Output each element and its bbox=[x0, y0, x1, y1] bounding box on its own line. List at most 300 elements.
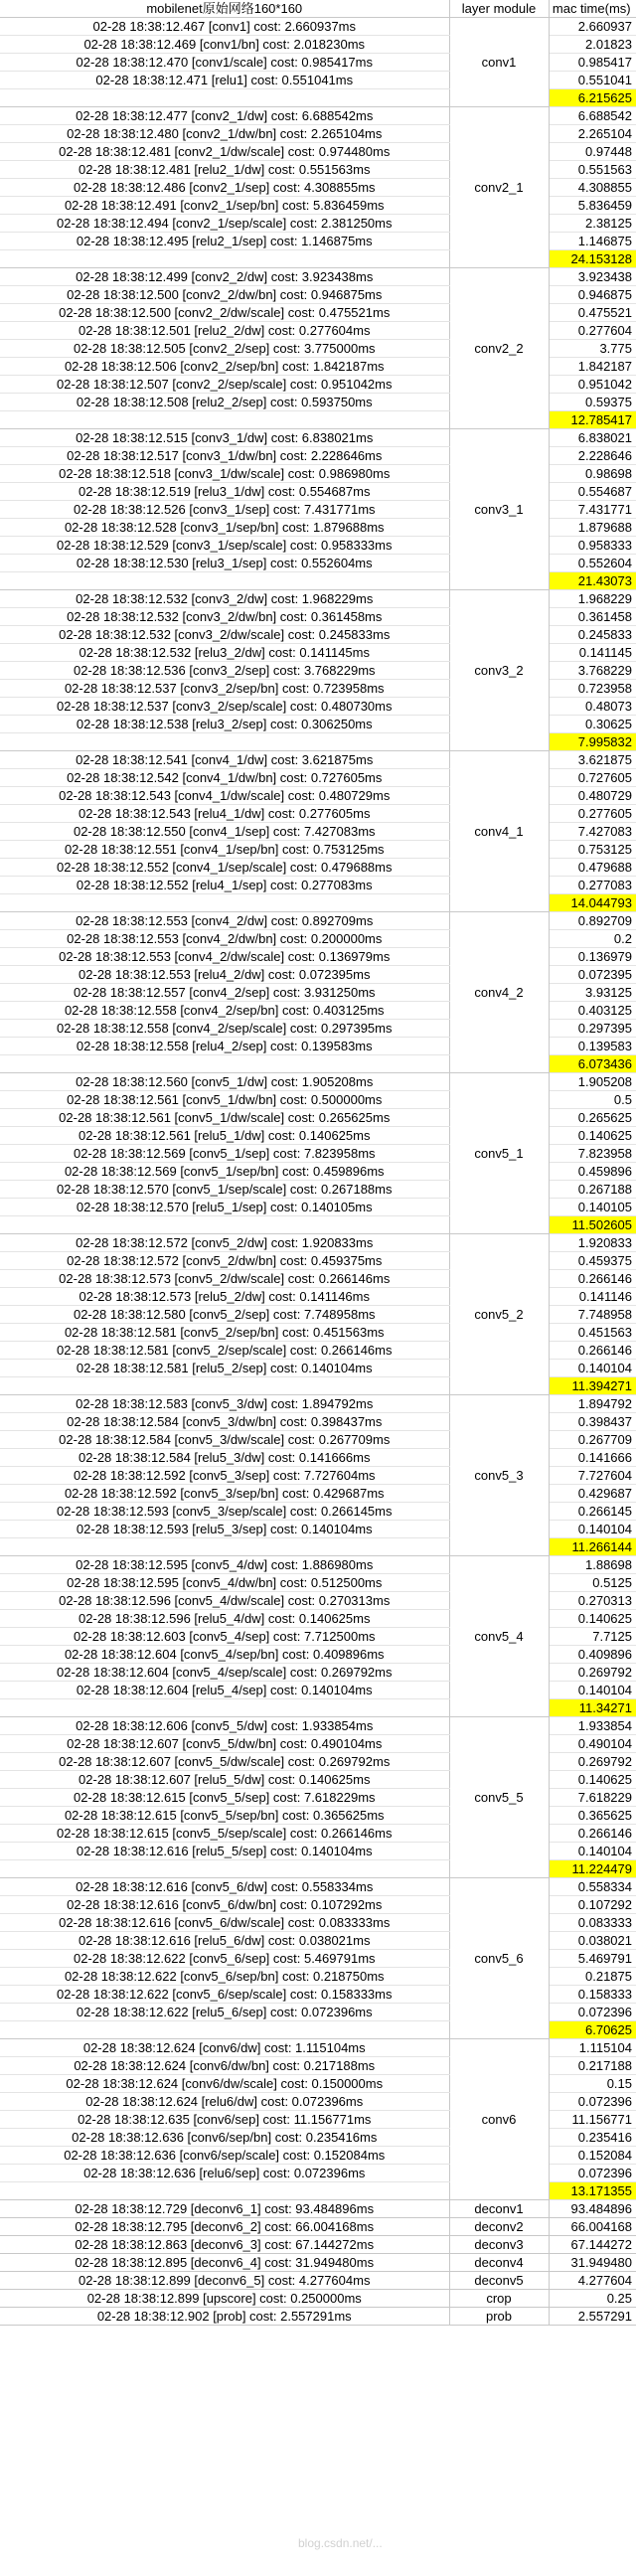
mac-time-cell[interactable]: 1.905208 bbox=[549, 1073, 636, 1091]
log-cell[interactable]: 02-28 18:38:12.899 [upscore] cost: 0.250000ms bbox=[0, 2290, 449, 2308]
mac-time-cell[interactable]: 0.490104 bbox=[549, 1735, 636, 1753]
mac-time-cell[interactable]: 0.072395 bbox=[549, 966, 636, 984]
log-cell[interactable]: 02-28 18:38:12.553 [conv4_2/dw] cost: 0.892709ms bbox=[0, 912, 449, 930]
empty-cell[interactable] bbox=[0, 1216, 449, 1234]
table-row bbox=[0, 2272, 636, 2290]
log-cell[interactable]: 02-28 18:38:12.569 [conv5_1/sep/bn] cost: 0.459896ms bbox=[0, 1163, 449, 1181]
table-row bbox=[0, 2218, 636, 2236]
mac-time-cell[interactable]: 0.5125 bbox=[549, 1574, 636, 1592]
mac-time-cell[interactable]: 0.267188 bbox=[549, 1181, 636, 1199]
mac-time-cell[interactable]: 1.894792 bbox=[549, 1395, 636, 1413]
mac-time-cell[interactable]: 0.140104 bbox=[549, 1360, 636, 1377]
mac-time-cell[interactable]: 0.59375 bbox=[549, 394, 636, 411]
log-cell[interactable]: 02-28 18:38:12.505 [conv2_2/sep] cost: 3.775000ms bbox=[0, 340, 449, 358]
log-cell[interactable]: 02-28 18:38:12.899 [deconv6_5] cost: 4.277604ms bbox=[0, 2272, 449, 2290]
log-cell[interactable]: 02-28 18:38:12.570 [relu5_1/sep] cost: 0.140105ms bbox=[0, 1199, 449, 1216]
log-cell[interactable]: 02-28 18:38:12.543 [relu4_1/dw] cost: 0.277605ms bbox=[0, 805, 449, 823]
table-row bbox=[0, 2039, 636, 2057]
log-cell[interactable]: 02-28 18:38:12.616 [conv5_6/dw] cost: 0.558334ms bbox=[0, 1878, 449, 1896]
mac-time-cell[interactable]: 0.30625 bbox=[549, 716, 636, 733]
log-cell[interactable]: 02-28 18:38:12.561 [conv5_1/dw/scale] cost: 0.265625ms bbox=[0, 1109, 449, 1127]
log-cell[interactable]: 02-28 18:38:12.528 [conv3_1/sep/bn] cost: 1.879688ms bbox=[0, 519, 449, 537]
mac-time-cell[interactable]: 0.141146 bbox=[549, 1288, 636, 1306]
table-row bbox=[0, 429, 636, 447]
log-cell[interactable]: 02-28 18:38:12.552 [conv4_1/sep/scale] cost: 0.479688ms bbox=[0, 859, 449, 877]
log-cell[interactable]: 02-28 18:38:12.570 [conv5_1/sep/scale] cost: 0.267188ms bbox=[0, 1181, 449, 1199]
mac-time-cell[interactable]: 0.269792 bbox=[549, 1753, 636, 1771]
log-cell[interactable]: 02-28 18:38:12.616 [conv5_6/dw/bn] cost: 0.107292ms bbox=[0, 1896, 449, 1914]
log-cell[interactable]: 02-28 18:38:12.616 [relu5_5/sep] cost: 0.140104ms bbox=[0, 1843, 449, 1860]
log-cell[interactable]: 02-28 18:38:12.537 [conv3_2/sep/bn] cost: 0.723958ms bbox=[0, 680, 449, 698]
mac-time-cell[interactable]: 31.949480 bbox=[549, 2254, 636, 2272]
layer-module-cell[interactable]: conv3_2 bbox=[449, 590, 549, 751]
log-cell[interactable]: 02-28 18:38:12.558 [conv4_2/sep/bn] cost: 0.403125ms bbox=[0, 1002, 449, 1020]
layer-module-cell[interactable]: deconv1 bbox=[449, 2200, 549, 2218]
log-cell[interactable]: 02-28 18:38:12.596 [conv5_4/dw/scale] cost: 0.270313ms bbox=[0, 1592, 449, 1610]
mac-time-cell[interactable]: 0.5 bbox=[549, 1091, 636, 1109]
empty-cell[interactable] bbox=[0, 1860, 449, 1878]
mac-time-cell[interactable]: 0.459896 bbox=[549, 1163, 636, 1181]
mac-time-cell[interactable]: 0.140625 bbox=[549, 1771, 636, 1789]
mac-time-cell[interactable]: 1.933854 bbox=[549, 1717, 636, 1735]
log-cell[interactable]: 02-28 18:38:12.622 [relu5_6/sep] cost: 0.072396ms bbox=[0, 2004, 449, 2021]
log-cell[interactable]: 02-28 18:38:12.615 [conv5_5/sep/scale] cost: 0.266146ms bbox=[0, 1825, 449, 1843]
table-row bbox=[0, 2236, 636, 2254]
mac-time-cell[interactable]: 2.01823 bbox=[549, 36, 636, 54]
mac-time-cell[interactable]: 0.083333 bbox=[549, 1914, 636, 1932]
log-cell[interactable]: 02-28 18:38:12.604 [conv5_4/sep/bn] cost: 0.409896ms bbox=[0, 1646, 449, 1664]
watermark: blog.csdn.net/... bbox=[298, 2536, 383, 2550]
log-cell[interactable]: 02-28 18:38:12.480 [conv2_1/dw/bn] cost: 2.265104ms bbox=[0, 125, 449, 143]
mac-time-cell[interactable]: 0.558334 bbox=[549, 1878, 636, 1896]
table-row bbox=[0, 18, 636, 36]
group-total-cell[interactable]: 21.43073 bbox=[549, 572, 636, 590]
log-cell[interactable]: 02-28 18:38:12.624 [conv6/dw] cost: 1.115104ms bbox=[0, 2039, 449, 2057]
log-cell[interactable]: 02-28 18:38:12.467 [conv1] cost: 2.660937ms bbox=[0, 18, 449, 36]
mac-time-cell[interactable]: 0.277604 bbox=[549, 322, 636, 340]
mac-time-cell[interactable]: 7.427083 bbox=[549, 823, 636, 841]
log-cell[interactable]: 02-28 18:38:12.518 [conv3_1/dw/scale] cost: 0.986980ms bbox=[0, 465, 449, 483]
mac-time-cell[interactable]: 0.15 bbox=[549, 2075, 636, 2093]
header-row bbox=[0, 0, 636, 18]
group-total-cell[interactable]: 11.224479 bbox=[549, 1860, 636, 1878]
mac-time-cell[interactable]: 0.270313 bbox=[549, 1592, 636, 1610]
mac-time-cell[interactable]: 0.892709 bbox=[549, 912, 636, 930]
group-total-cell[interactable]: 12.785417 bbox=[549, 411, 636, 429]
mac-time-cell[interactable]: 1.968229 bbox=[549, 590, 636, 608]
empty-cell[interactable] bbox=[0, 2182, 449, 2200]
mac-time-cell[interactable]: 2.660937 bbox=[549, 18, 636, 36]
mac-time-cell[interactable]: 2.228646 bbox=[549, 447, 636, 465]
layer-module-cell[interactable]: crop bbox=[449, 2290, 549, 2308]
log-cell[interactable]: 02-28 18:38:12.494 [conv2_1/sep/scale] cost: 2.381250ms bbox=[0, 215, 449, 233]
log-cell[interactable]: 02-28 18:38:12.500 [conv2_2/dw/bn] cost: 0.946875ms bbox=[0, 286, 449, 304]
log-cell[interactable]: 02-28 18:38:12.584 [conv5_3/dw/bn] cost: 0.398437ms bbox=[0, 1413, 449, 1431]
table-row bbox=[0, 2290, 636, 2308]
log-cell[interactable]: 02-28 18:38:12.519 [relu3_1/dw] cost: 0.554687ms bbox=[0, 483, 449, 501]
log-cell[interactable]: 02-28 18:38:12.561 [relu5_1/dw] cost: 0.140625ms bbox=[0, 1127, 449, 1145]
mac-time-cell[interactable]: 0.985417 bbox=[549, 54, 636, 72]
log-cell[interactable]: 02-28 18:38:12.624 [conv6/dw/bn] cost: 0.217188ms bbox=[0, 2057, 449, 2075]
group-total-cell[interactable]: 13.171355 bbox=[549, 2182, 636, 2200]
mac-time-cell[interactable]: 0.479688 bbox=[549, 859, 636, 877]
log-cell[interactable]: 02-28 18:38:12.863 [deconv6_3] cost: 67.144272ms bbox=[0, 2236, 449, 2254]
log-cell[interactable]: 02-28 18:38:12.795 [deconv6_2] cost: 66.004168ms bbox=[0, 2218, 449, 2236]
mac-time-cell[interactable]: 7.431771 bbox=[549, 501, 636, 519]
table-row bbox=[0, 2254, 636, 2272]
log-cell[interactable]: 02-28 18:38:12.538 [relu3_2/sep] cost: 0.306250ms bbox=[0, 716, 449, 733]
log-cell[interactable]: 02-28 18:38:12.529 [conv3_1/sep/scale] cost: 0.958333ms bbox=[0, 537, 449, 555]
layer-module-cell[interactable]: conv5_5 bbox=[449, 1717, 549, 1878]
log-cell[interactable]: 02-28 18:38:12.581 [relu5_2/sep] cost: 0.140104ms bbox=[0, 1360, 449, 1377]
log-cell[interactable]: 02-28 18:38:12.508 [relu2_2/sep] cost: 0.593750ms bbox=[0, 394, 449, 411]
mac-time-cell[interactable]: 3.923438 bbox=[549, 268, 636, 286]
mac-time-cell[interactable]: 0.25 bbox=[549, 2290, 636, 2308]
log-cell[interactable]: 02-28 18:38:12.583 [conv5_3/dw] cost: 1.894792ms bbox=[0, 1395, 449, 1413]
mac-time-cell[interactable]: 0.361458 bbox=[549, 608, 636, 626]
layer-module-cell[interactable]: conv2_2 bbox=[449, 268, 549, 429]
mac-time-cell[interactable]: 3.93125 bbox=[549, 984, 636, 1002]
mac-time-cell[interactable]: 4.277604 bbox=[549, 2272, 636, 2290]
mac-time-cell[interactable]: 6.688542 bbox=[549, 107, 636, 125]
log-cell[interactable]: 02-28 18:38:12.592 [conv5_3/sep] cost: 7.727604ms bbox=[0, 1467, 449, 1485]
layer-module-cell[interactable]: conv5_1 bbox=[449, 1073, 549, 1234]
mac-time-cell[interactable]: 0.552604 bbox=[549, 555, 636, 572]
log-cell[interactable]: 02-28 18:38:12.470 [conv1/scale] cost: 0.985417ms bbox=[0, 54, 449, 72]
mac-time-cell[interactable]: 0.480729 bbox=[549, 787, 636, 805]
mac-time-cell[interactable]: 66.004168 bbox=[549, 2218, 636, 2236]
mac-time-cell[interactable]: 3.775 bbox=[549, 340, 636, 358]
mac-time-cell[interactable]: 7.823958 bbox=[549, 1145, 636, 1163]
log-cell[interactable]: 02-28 18:38:12.532 [conv3_2/dw] cost: 1.968229ms bbox=[0, 590, 449, 608]
mac-time-cell[interactable]: 0.140105 bbox=[549, 1199, 636, 1216]
mac-time-cell[interactable]: 0.072396 bbox=[549, 2165, 636, 2182]
log-cell[interactable]: 02-28 18:38:12.491 [conv2_1/sep/bn] cost: 5.836459ms bbox=[0, 197, 449, 215]
log-cell[interactable]: 02-28 18:38:12.537 [conv3_2/sep/scale] cost: 0.480730ms bbox=[0, 698, 449, 716]
log-cell[interactable]: 02-28 18:38:12.615 [conv5_5/sep] cost: 7.618229ms bbox=[0, 1789, 449, 1807]
log-cell[interactable]: 02-28 18:38:12.615 [conv5_5/sep/bn] cost: 0.365625ms bbox=[0, 1807, 449, 1825]
mac-time-cell[interactable]: 0.398437 bbox=[549, 1413, 636, 1431]
log-cell[interactable]: 02-28 18:38:12.607 [conv5_5/dw/bn] cost: 0.490104ms bbox=[0, 1735, 449, 1753]
log-cell[interactable]: 02-28 18:38:12.469 [conv1/bn] cost: 2.018230ms bbox=[0, 36, 449, 54]
log-cell[interactable]: 02-28 18:38:12.616 [relu5_6/dw] cost: 0.038021ms bbox=[0, 1932, 449, 1950]
log-cell[interactable]: 02-28 18:38:12.636 [conv6/sep/bn] cost: 0.235416ms bbox=[0, 2129, 449, 2147]
log-cell[interactable]: 02-28 18:38:12.593 [relu5_3/sep] cost: 0.140104ms bbox=[0, 1521, 449, 1538]
log-cell[interactable]: 02-28 18:38:12.557 [conv4_2/sep] cost: 3.931250ms bbox=[0, 984, 449, 1002]
layer-module-cell[interactable]: conv5_4 bbox=[449, 1556, 549, 1717]
mac-time-cell[interactable]: 2.38125 bbox=[549, 215, 636, 233]
empty-cell[interactable] bbox=[0, 733, 449, 751]
mac-time-cell[interactable]: 0.21875 bbox=[549, 1968, 636, 1986]
log-cell[interactable]: 02-28 18:38:12.584 [relu5_3/dw] cost: 0.141666ms bbox=[0, 1449, 449, 1467]
log-cell[interactable]: 02-28 18:38:12.636 [conv6/sep/scale] cost: 0.152084ms bbox=[0, 2147, 449, 2165]
mac-time-cell[interactable]: 0.158333 bbox=[549, 1986, 636, 2004]
empty-cell[interactable] bbox=[0, 2021, 449, 2039]
table-row bbox=[0, 1073, 636, 1091]
mac-time-cell[interactable]: 7.7125 bbox=[549, 1628, 636, 1646]
mac-time-cell[interactable]: 1.842187 bbox=[549, 358, 636, 376]
mac-time-cell[interactable]: 7.727604 bbox=[549, 1467, 636, 1485]
log-cell[interactable]: 02-28 18:38:12.552 [relu4_1/sep] cost: 0.277083ms bbox=[0, 877, 449, 894]
log-cell[interactable]: 02-28 18:38:12.581 [conv5_2/sep/scale] cost: 0.266146ms bbox=[0, 1342, 449, 1360]
layer-module-cell[interactable]: conv5_2 bbox=[449, 1234, 549, 1395]
log-cell[interactable]: 02-28 18:38:12.532 [relu3_2/dw] cost: 0.141145ms bbox=[0, 644, 449, 662]
group-total-cell[interactable]: 11.502605 bbox=[549, 1216, 636, 1234]
group-total-cell[interactable]: 11.394271 bbox=[549, 1377, 636, 1395]
table-row bbox=[0, 1556, 636, 1574]
mac-time-cell[interactable]: 0.2 bbox=[549, 930, 636, 948]
log-cell[interactable]: 02-28 18:38:12.584 [conv5_3/dw/scale] cost: 0.267709ms bbox=[0, 1431, 449, 1449]
log-cell[interactable]: 02-28 18:38:12.495 [relu2_1/sep] cost: 1.146875ms bbox=[0, 233, 449, 250]
mac-time-cell[interactable]: 2.265104 bbox=[549, 125, 636, 143]
mac-time-cell[interactable]: 0.723958 bbox=[549, 680, 636, 698]
mac-time-cell[interactable]: 0.48073 bbox=[549, 698, 636, 716]
mac-time-cell[interactable]: 0.266146 bbox=[549, 1825, 636, 1843]
header-layer-module[interactable]: layer module bbox=[449, 0, 549, 18]
log-cell[interactable]: 02-28 18:38:12.580 [conv5_2/sep] cost: 7.748958ms bbox=[0, 1306, 449, 1324]
header-mac-time[interactable]: mac time(ms) bbox=[549, 0, 636, 18]
log-cell[interactable]: 02-28 18:38:12.595 [conv5_4/dw/bn] cost: 0.512500ms bbox=[0, 1574, 449, 1592]
mac-time-cell[interactable]: 0.365625 bbox=[549, 1807, 636, 1825]
mac-time-cell[interactable]: 1.879688 bbox=[549, 519, 636, 537]
log-cell[interactable]: 02-28 18:38:12.603 [conv5_4/sep] cost: 7.712500ms bbox=[0, 1628, 449, 1646]
empty-cell[interactable] bbox=[0, 1055, 449, 1073]
log-cell[interactable]: 02-28 18:38:12.499 [conv2_2/dw] cost: 3.923438ms bbox=[0, 268, 449, 286]
mac-time-cell[interactable]: 0.277083 bbox=[549, 877, 636, 894]
mac-time-cell[interactable]: 0.141666 bbox=[549, 1449, 636, 1467]
mac-time-cell[interactable]: 0.297395 bbox=[549, 1020, 636, 1038]
log-cell[interactable]: 02-28 18:38:12.635 [conv6/sep] cost: 11.156771ms bbox=[0, 2111, 449, 2129]
mac-time-cell[interactable]: 0.072396 bbox=[549, 2004, 636, 2021]
log-cell[interactable]: 02-28 18:38:12.553 [relu4_2/dw] cost: 0.072395ms bbox=[0, 966, 449, 984]
mac-time-cell[interactable]: 0.946875 bbox=[549, 286, 636, 304]
mac-time-cell[interactable]: 1.920833 bbox=[549, 1234, 636, 1252]
mac-time-cell[interactable]: 1.115104 bbox=[549, 2039, 636, 2057]
empty-cell[interactable] bbox=[0, 1699, 449, 1717]
group-total-cell[interactable]: 11.34271 bbox=[549, 1699, 636, 1717]
log-cell[interactable]: 02-28 18:38:12.526 [conv3_1/sep] cost: 7.431771ms bbox=[0, 501, 449, 519]
mac-time-cell[interactable]: 0.551563 bbox=[549, 161, 636, 179]
log-cell[interactable]: 02-28 18:38:12.592 [conv5_3/sep/bn] cost: 0.429687ms bbox=[0, 1485, 449, 1503]
layer-module-cell[interactable]: conv3_1 bbox=[449, 429, 549, 590]
table-row bbox=[0, 590, 636, 608]
log-cell[interactable]: 02-28 18:38:12.515 [conv3_1/dw] cost: 6.838021ms bbox=[0, 429, 449, 447]
mac-time-cell[interactable]: 1.146875 bbox=[549, 233, 636, 250]
mac-time-cell[interactable]: 2.557291 bbox=[549, 2308, 636, 2326]
mac-time-cell[interactable]: 1.88698 bbox=[549, 1556, 636, 1574]
mac-time-cell[interactable]: 0.217188 bbox=[549, 2057, 636, 2075]
layer-module-cell[interactable]: deconv4 bbox=[449, 2254, 549, 2272]
group-total-cell[interactable]: 11.266144 bbox=[549, 1538, 636, 1556]
log-cell[interactable]: 02-28 18:38:12.729 [deconv6_1] cost: 93.484896ms bbox=[0, 2200, 449, 2218]
group-total-cell[interactable]: 6.073436 bbox=[549, 1055, 636, 1073]
log-cell[interactable]: 02-28 18:38:12.596 [relu5_4/dw] cost: 0.140625ms bbox=[0, 1610, 449, 1628]
log-cell[interactable]: 02-28 18:38:12.604 [relu5_4/sep] cost: 0.140104ms bbox=[0, 1682, 449, 1699]
header-title[interactable]: mobilenet原始网络160*160 bbox=[0, 0, 449, 18]
mac-time-cell[interactable]: 0.266146 bbox=[549, 1270, 636, 1288]
empty-cell[interactable] bbox=[0, 250, 449, 268]
mac-time-cell[interactable]: 0.475521 bbox=[549, 304, 636, 322]
mac-time-cell[interactable]: 0.136979 bbox=[549, 948, 636, 966]
log-cell[interactable]: 02-28 18:38:12.558 [conv4_2/sep/scale] cost: 0.297395ms bbox=[0, 1020, 449, 1038]
empty-cell[interactable] bbox=[0, 1377, 449, 1395]
mac-time-cell[interactable]: 0.267709 bbox=[549, 1431, 636, 1449]
log-cell[interactable]: 02-28 18:38:12.560 [conv5_1/dw] cost: 1.905208ms bbox=[0, 1073, 449, 1091]
log-cell[interactable]: 02-28 18:38:12.530 [relu3_1/sep] cost: 0.552604ms bbox=[0, 555, 449, 572]
mac-time-cell[interactable]: 0.753125 bbox=[549, 841, 636, 859]
log-cell[interactable]: 02-28 18:38:12.481 [relu2_1/dw] cost: 0.551563ms bbox=[0, 161, 449, 179]
log-cell[interactable]: 02-28 18:38:12.636 [relu6/sep] cost: 0.072396ms bbox=[0, 2165, 449, 2182]
log-cell[interactable]: 02-28 18:38:12.604 [conv5_4/sep/scale] cost: 0.269792ms bbox=[0, 1664, 449, 1682]
mac-time-cell[interactable]: 0.429687 bbox=[549, 1485, 636, 1503]
mac-time-cell[interactable]: 93.484896 bbox=[549, 2200, 636, 2218]
log-cell[interactable]: 02-28 18:38:12.573 [conv5_2/dw/scale] cost: 0.266146ms bbox=[0, 1270, 449, 1288]
log-cell[interactable]: 02-28 18:38:12.607 [relu5_5/dw] cost: 0.140625ms bbox=[0, 1771, 449, 1789]
layer-module-cell[interactable]: conv2_1 bbox=[449, 107, 549, 268]
table-row bbox=[0, 2308, 636, 2326]
log-cell[interactable]: 02-28 18:38:12.507 [conv2_2/sep/scale] cost: 0.951042ms bbox=[0, 376, 449, 394]
log-cell[interactable]: 02-28 18:38:12.595 [conv5_4/dw] cost: 1.886980ms bbox=[0, 1556, 449, 1574]
mac-time-cell[interactable]: 5.469791 bbox=[549, 1950, 636, 1968]
empty-cell[interactable] bbox=[0, 89, 449, 107]
mac-time-cell[interactable]: 0.245833 bbox=[549, 626, 636, 644]
mac-time-cell[interactable]: 0.140625 bbox=[549, 1127, 636, 1145]
empty-cell[interactable] bbox=[0, 411, 449, 429]
layer-module-cell[interactable]: conv5_6 bbox=[449, 1878, 549, 2039]
log-cell[interactable]: 02-28 18:38:12.486 [conv2_1/sep] cost: 4.308855ms bbox=[0, 179, 449, 197]
log-cell[interactable]: 02-28 18:38:12.572 [conv5_2/dw] cost: 1.920833ms bbox=[0, 1234, 449, 1252]
log-cell[interactable]: 02-28 18:38:12.895 [deconv6_4] cost: 31.949480ms bbox=[0, 2254, 449, 2272]
layer-module-cell[interactable]: conv6 bbox=[449, 2039, 549, 2200]
log-cell[interactable]: 02-28 18:38:12.606 [conv5_5/dw] cost: 1.933854ms bbox=[0, 1717, 449, 1735]
log-cell[interactable]: 02-28 18:38:12.553 [conv4_2/dw/scale] cost: 0.136979ms bbox=[0, 948, 449, 966]
table-row bbox=[0, 107, 636, 125]
mac-time-cell[interactable]: 0.140104 bbox=[549, 1843, 636, 1860]
log-cell[interactable]: 02-28 18:38:12.517 [conv3_1/dw/bn] cost: 2.228646ms bbox=[0, 447, 449, 465]
log-cell[interactable]: 02-28 18:38:12.573 [relu5_2/dw] cost: 0.141146ms bbox=[0, 1288, 449, 1306]
mac-time-cell[interactable]: 0.269792 bbox=[549, 1664, 636, 1682]
mac-time-cell[interactable]: 0.277605 bbox=[549, 805, 636, 823]
group-total-cell[interactable]: 24.153128 bbox=[549, 250, 636, 268]
mac-time-cell[interactable]: 0.459375 bbox=[549, 1252, 636, 1270]
mac-time-cell[interactable]: 0.265625 bbox=[549, 1109, 636, 1127]
table-row bbox=[0, 1395, 636, 1413]
log-cell[interactable]: 02-28 18:38:12.581 [conv5_2/sep/bn] cost: 0.451563ms bbox=[0, 1324, 449, 1342]
log-cell[interactable]: 02-28 18:38:12.622 [conv5_6/sep] cost: 5.469791ms bbox=[0, 1950, 449, 1968]
mac-time-cell[interactable]: 0.152084 bbox=[549, 2147, 636, 2165]
log-cell[interactable]: 02-28 18:38:12.543 [conv4_1/dw/scale] cost: 0.480729ms bbox=[0, 787, 449, 805]
layer-module-cell[interactable]: prob bbox=[449, 2308, 549, 2326]
mac-time-cell[interactable]: 0.139583 bbox=[549, 1038, 636, 1055]
log-cell[interactable]: 02-28 18:38:12.532 [conv3_2/dw/bn] cost: 0.361458ms bbox=[0, 608, 449, 626]
mac-time-cell[interactable]: 0.951042 bbox=[549, 376, 636, 394]
mac-time-cell[interactable]: 0.97448 bbox=[549, 143, 636, 161]
log-cell[interactable]: 02-28 18:38:12.550 [conv4_1/sep] cost: 7.427083ms bbox=[0, 823, 449, 841]
table-row bbox=[0, 751, 636, 769]
layer-module-cell[interactable]: conv5_3 bbox=[449, 1395, 549, 1556]
mac-time-cell[interactable]: 0.451563 bbox=[549, 1324, 636, 1342]
mac-time-cell[interactable]: 0.038021 bbox=[549, 1932, 636, 1950]
log-cell[interactable]: 02-28 18:38:12.569 [conv5_1/sep] cost: 7.823958ms bbox=[0, 1145, 449, 1163]
mac-time-cell[interactable]: 0.141145 bbox=[549, 644, 636, 662]
log-cell[interactable]: 02-28 18:38:12.616 [conv5_6/dw/scale] cost: 0.083333ms bbox=[0, 1914, 449, 1932]
log-cell[interactable]: 02-28 18:38:12.477 [conv2_1/dw] cost: 6.688542ms bbox=[0, 107, 449, 125]
mac-time-cell[interactable]: 4.308855 bbox=[549, 179, 636, 197]
table-row bbox=[0, 268, 636, 286]
mac-time-cell[interactable]: 0.140104 bbox=[549, 1682, 636, 1699]
empty-cell[interactable] bbox=[0, 572, 449, 590]
layer-module-cell[interactable]: conv4_1 bbox=[449, 751, 549, 912]
mac-time-cell[interactable]: 3.621875 bbox=[549, 751, 636, 769]
mac-time-cell[interactable]: 0.140625 bbox=[549, 1610, 636, 1628]
log-cell[interactable]: 02-28 18:38:12.506 [conv2_2/sep/bn] cost: 1.842187ms bbox=[0, 358, 449, 376]
log-cell[interactable]: 02-28 18:38:12.558 [relu4_2/sep] cost: 0.139583ms bbox=[0, 1038, 449, 1055]
mac-time-cell[interactable]: 0.235416 bbox=[549, 2129, 636, 2147]
mac-time-cell[interactable]: 3.768229 bbox=[549, 662, 636, 680]
mac-time-cell[interactable]: 0.072396 bbox=[549, 2093, 636, 2111]
mac-time-cell[interactable]: 6.838021 bbox=[549, 429, 636, 447]
log-cell[interactable]: 02-28 18:38:12.622 [conv5_6/sep/scale] cost: 0.158333ms bbox=[0, 1986, 449, 2004]
empty-cell[interactable] bbox=[0, 894, 449, 912]
layer-module-cell[interactable]: conv4_2 bbox=[449, 912, 549, 1073]
mac-time-cell[interactable]: 0.554687 bbox=[549, 483, 636, 501]
log-cell[interactable]: 02-28 18:38:12.624 [conv6/dw/scale] cost: 0.150000ms bbox=[0, 2075, 449, 2093]
log-cell[interactable]: 02-28 18:38:12.500 [conv2_2/dw/scale] cost: 0.475521ms bbox=[0, 304, 449, 322]
log-cell[interactable]: 02-28 18:38:12.902 [prob] cost: 2.557291ms bbox=[0, 2308, 449, 2326]
layer-module-cell[interactable]: conv1 bbox=[449, 18, 549, 107]
log-cell[interactable]: 02-28 18:38:12.536 [conv3_2/sep] cost: 3.768229ms bbox=[0, 662, 449, 680]
mac-time-cell[interactable]: 0.266146 bbox=[549, 1342, 636, 1360]
mac-time-cell[interactable]: 0.140104 bbox=[549, 1521, 636, 1538]
layer-module-cell[interactable]: deconv5 bbox=[449, 2272, 549, 2290]
mac-time-cell[interactable]: 0.551041 bbox=[549, 72, 636, 89]
log-cell[interactable]: 02-28 18:38:12.553 [conv4_2/dw/bn] cost: 0.200000ms bbox=[0, 930, 449, 948]
log-cell[interactable]: 02-28 18:38:12.532 [conv3_2/dw/scale] cost: 0.245833ms bbox=[0, 626, 449, 644]
layer-module-cell[interactable]: deconv3 bbox=[449, 2236, 549, 2254]
group-total-cell[interactable]: 7.995832 bbox=[549, 733, 636, 751]
log-cell[interactable]: 02-28 18:38:12.481 [conv2_1/dw/scale] cost: 0.974480ms bbox=[0, 143, 449, 161]
log-cell[interactable]: 02-28 18:38:12.542 [conv4_1/dw/bn] cost: 0.727605ms bbox=[0, 769, 449, 787]
mac-time-cell[interactable]: 0.958333 bbox=[549, 537, 636, 555]
log-cell[interactable]: 02-28 18:38:12.501 [relu2_2/dw] cost: 0.277604ms bbox=[0, 322, 449, 340]
group-total-cell[interactable]: 6.215625 bbox=[549, 89, 636, 107]
log-cell[interactable]: 02-28 18:38:12.541 [conv4_1/dw] cost: 3.621875ms bbox=[0, 751, 449, 769]
log-cell[interactable]: 02-28 18:38:12.622 [conv5_6/sep/bn] cost: 0.218750ms bbox=[0, 1968, 449, 1986]
mac-time-cell[interactable]: 0.98698 bbox=[549, 465, 636, 483]
mac-time-cell[interactable]: 0.266145 bbox=[549, 1503, 636, 1521]
log-cell[interactable]: 02-28 18:38:12.551 [conv4_1/sep/bn] cost: 0.753125ms bbox=[0, 841, 449, 859]
mac-time-cell[interactable]: 11.156771 bbox=[549, 2111, 636, 2129]
empty-cell[interactable] bbox=[0, 1538, 449, 1556]
mac-time-cell[interactable]: 67.144272 bbox=[549, 2236, 636, 2254]
mac-time-cell[interactable]: 0.727605 bbox=[549, 769, 636, 787]
mac-time-cell[interactable]: 7.748958 bbox=[549, 1306, 636, 1324]
layer-module-cell[interactable]: deconv2 bbox=[449, 2218, 549, 2236]
log-cell[interactable]: 02-28 18:38:12.593 [conv5_3/sep/scale] cost: 0.266145ms bbox=[0, 1503, 449, 1521]
mac-time-cell[interactable]: 0.409896 bbox=[549, 1646, 636, 1664]
log-cell[interactable]: 02-28 18:38:12.561 [conv5_1/dw/bn] cost: 0.500000ms bbox=[0, 1091, 449, 1109]
mac-time-cell[interactable]: 0.403125 bbox=[549, 1002, 636, 1020]
group-total-cell[interactable]: 14.044793 bbox=[549, 894, 636, 912]
mac-time-cell[interactable]: 7.618229 bbox=[549, 1789, 636, 1807]
mac-time-cell[interactable]: 0.107292 bbox=[549, 1896, 636, 1914]
mac-time-cell[interactable]: 5.836459 bbox=[549, 197, 636, 215]
log-cell[interactable]: 02-28 18:38:12.624 [relu6/dw] cost: 0.072396ms bbox=[0, 2093, 449, 2111]
log-cell[interactable]: 02-28 18:38:12.572 [conv5_2/dw/bn] cost: 0.459375ms bbox=[0, 1252, 449, 1270]
log-cell[interactable]: 02-28 18:38:12.607 [conv5_5/dw/scale] cost: 0.269792ms bbox=[0, 1753, 449, 1771]
group-total-cell[interactable]: 6.70625 bbox=[549, 2021, 636, 2039]
log-cell[interactable]: 02-28 18:38:12.471 [relu1] cost: 0.551041ms bbox=[0, 72, 449, 89]
